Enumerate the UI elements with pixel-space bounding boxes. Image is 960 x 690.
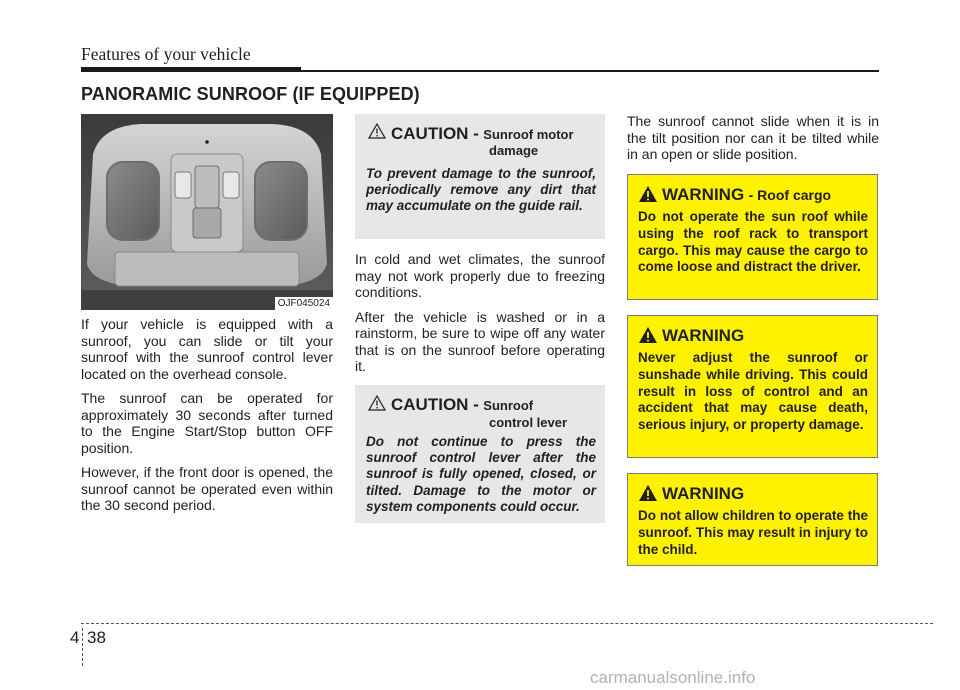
- overhead-console-photo: [81, 114, 333, 310]
- page-number: 38: [87, 628, 106, 647]
- caution-subject: Sunroof motor: [483, 127, 574, 142]
- warning-box-roof-cargo: [627, 174, 878, 300]
- header-rule-thin: [301, 70, 879, 72]
- footer-divider: [82, 628, 83, 666]
- warning-box-adjust-while-driving: [627, 315, 878, 458]
- warning-triangle-filled-icon: [638, 185, 658, 203]
- warning-body: Do not allow children to operate the sunroof. This may result in injury to the child.: [638, 508, 868, 557]
- paragraph: In cold and wet climates, the sunroof may not work properly due to freezing conditions.: [355, 251, 605, 300]
- column2-text: [355, 251, 605, 383]
- paragraph: After the vehicle is washed or in a rainstorm, be sure to wipe off any water that is on the sunroof before operating it.: [355, 308, 605, 374]
- column1-text: [81, 316, 333, 522]
- watermark[interactable]: carmanualsonline.info: [590, 668, 756, 687]
- caution-body: Do not continue to press the sunroof control lever after the sunroof is fully opened, closed, or tilted. Damage to the motor or system components could occur.: [366, 434, 596, 514]
- caution-triangle-outline-icon: [368, 395, 386, 411]
- caution-subject: Sunroof: [483, 398, 534, 413]
- photo-caption: OJF045024: [275, 297, 333, 310]
- warning-subject: - Roof cargo: [748, 187, 832, 203]
- caution-triangle-outline-icon: [368, 123, 386, 139]
- section-title: PANORAMIC SUNROOF (IF EQUIPPED): [81, 84, 420, 104]
- chapter-number: 4: [70, 628, 80, 647]
- caution-box-motor-damage: [355, 114, 605, 239]
- warning-word: WARNING: [662, 484, 745, 503]
- warning-body: Never adjust the sunroof or sunshade while driving. This could result in loss of control and an accident that may cause death, serious injury, or property damage.: [638, 350, 868, 433]
- column3-text: [627, 113, 879, 171]
- footer-rule: [81, 623, 933, 624]
- running-header: Features of your vehicle: [81, 44, 251, 64]
- warning-word: WARNING: [662, 185, 745, 204]
- caution-heading: [391, 124, 574, 144]
- caution-word: CAUTION -: [391, 395, 479, 414]
- caution-subject-line2: damage: [489, 143, 539, 158]
- warning-heading: [662, 484, 744, 504]
- paragraph: The sunroof can be operated for approximately 30 seconds after turned to the Engine Start/Stop button OFF position.: [81, 390, 333, 456]
- paragraph: However, if the front door is opened, the sunroof cannot be operated even within the 30 second period.: [81, 464, 333, 513]
- overhead-console-illustration: [81, 114, 333, 310]
- caution-subject-line2: control lever: [489, 415, 568, 430]
- paragraph: If your vehicle is equipped with a sunroof, you can slide or tilt your sunroof with the sunroof control lever located on the overhead console.: [81, 316, 333, 382]
- header-rule-thick: [81, 67, 301, 72]
- caution-word: CAUTION -: [391, 124, 479, 143]
- warning-body: Do not operate the sun roof while using the roof rack to transport cargo. This may cause the cargo to come loose and distract the driver.: [638, 209, 868, 275]
- caution-box-control-lever: [355, 385, 605, 523]
- paragraph: The sunroof cannot slide when it is in the tilt position nor can it be tilted while in an open or slide position.: [627, 113, 879, 162]
- warning-box-children: [627, 473, 878, 566]
- caution-body: To prevent damage to the sunroof, periodically remove any dirt that may accumulate on the guide rail.: [366, 166, 596, 214]
- warning-triangle-filled-icon: [638, 326, 658, 344]
- warning-heading: [662, 185, 831, 205]
- warning-word: WARNING: [662, 326, 745, 345]
- caution-heading: [391, 395, 533, 415]
- warning-heading: [662, 326, 744, 346]
- warning-triangle-filled-icon: [638, 484, 658, 502]
